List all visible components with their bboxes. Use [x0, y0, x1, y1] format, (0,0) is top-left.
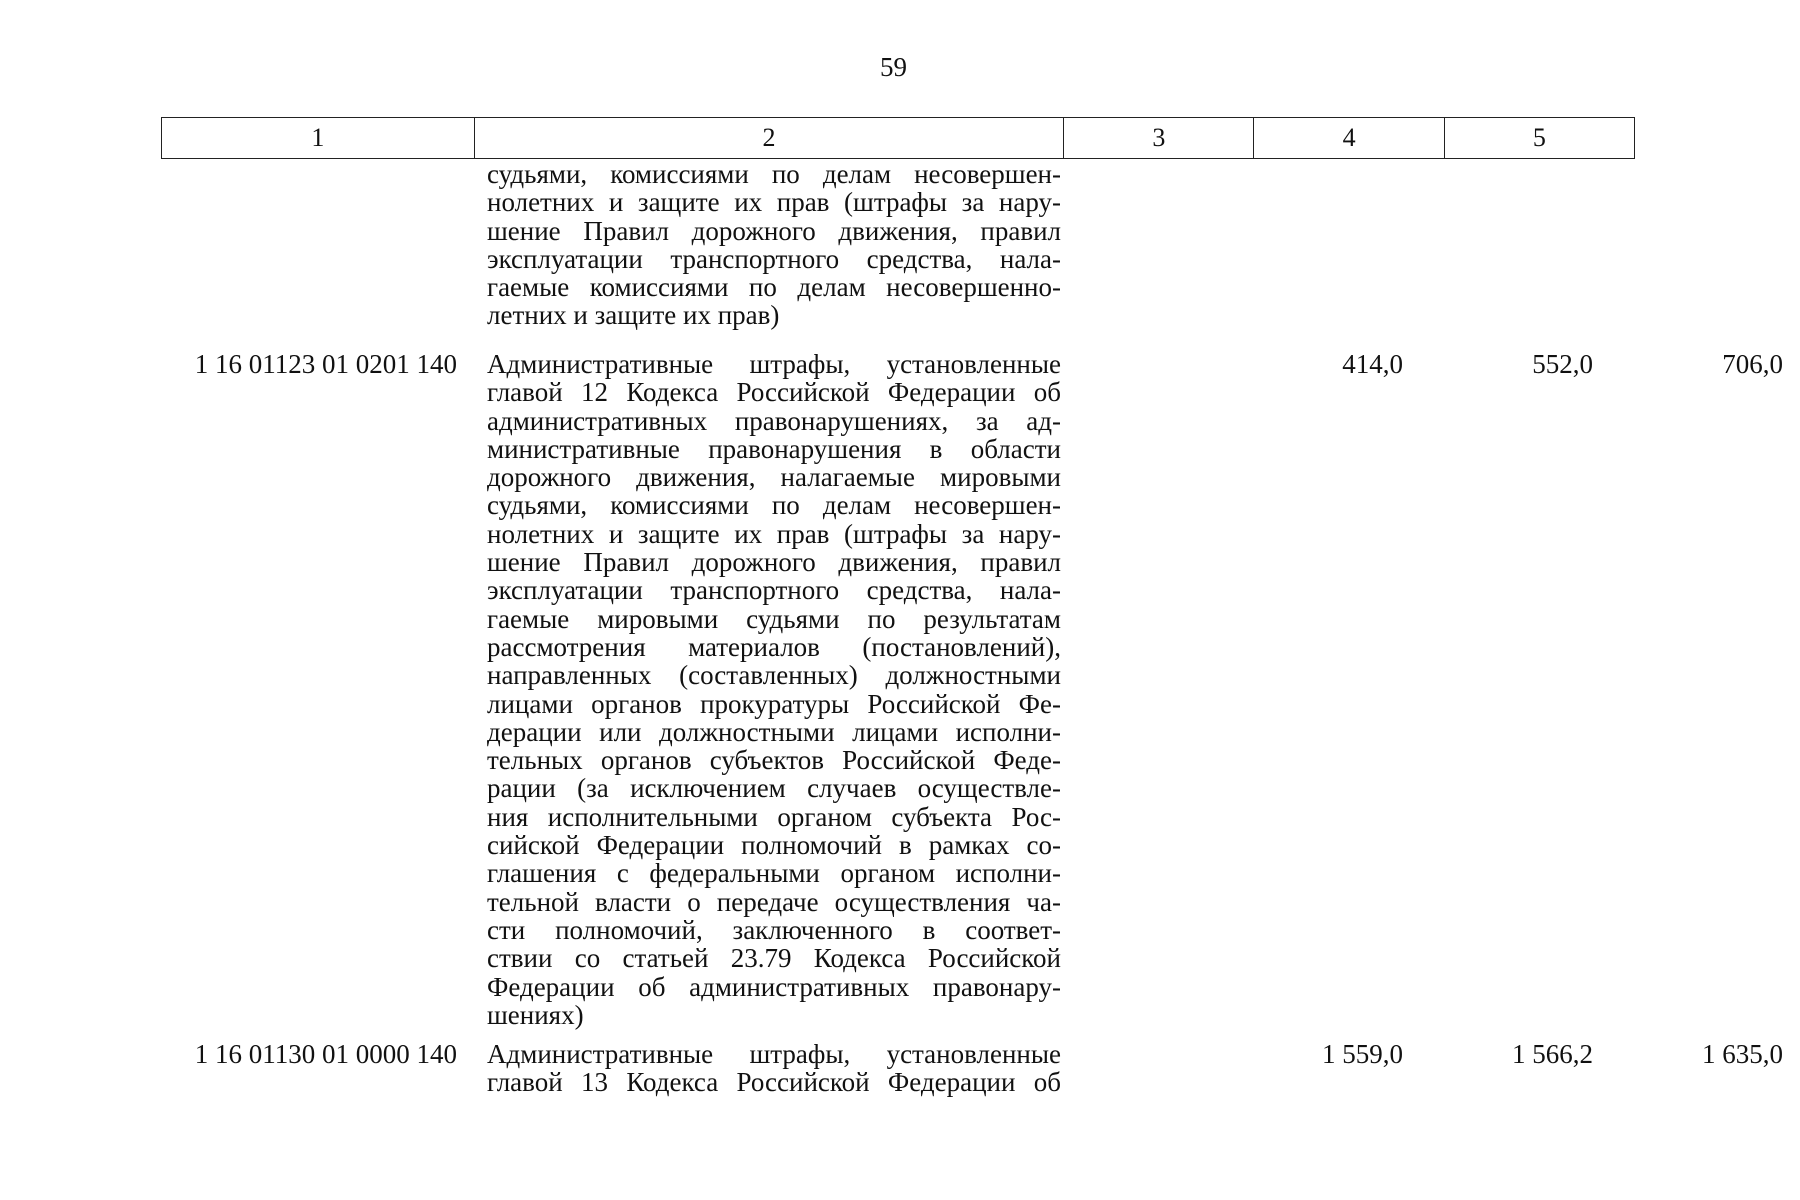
description-line: дорожного движения, налагаемые мировыми [487, 462, 1061, 493]
description-line: главой 13 Кодекса Российской Федерации об [487, 1067, 1061, 1098]
table-header [161, 117, 1635, 159]
row-description [487, 350, 1061, 1029]
description-line: судьями, комиссиями по делам несовершен- [487, 159, 1061, 189]
value-col5: 1 635,0 [1702, 1039, 1783, 1069]
header-cell-3: 3 [1064, 118, 1254, 159]
description-line: судьями, комиссиями по делам несовершен- [487, 490, 1061, 521]
header-cell-5: 5 [1444, 118, 1634, 159]
description-line: сийской Федерации полномочий в рамках со- [487, 830, 1061, 861]
description-line: сти полномочий, заключенного в соответ- [487, 914, 1061, 945]
value-col4: 1 566,2 [1512, 1039, 1593, 1069]
description-line: летних и защите их прав) [487, 300, 780, 331]
value-col4: 552,0 [1532, 349, 1593, 379]
description-line: дерации или должностными лицами исполни- [487, 716, 1061, 747]
description-line: нолетних и защите их прав (штрафы за нару- [487, 187, 1061, 218]
row-description [487, 1040, 1061, 1097]
description-line: гаемые комиссиями по делам несовершенно- [487, 272, 1061, 303]
description-line: глашения с федеральными органом исполни- [487, 858, 1061, 889]
header-cell-1: 1 [162, 118, 475, 159]
description-line: министративные правонарушения в области [487, 433, 1061, 464]
description-line: тельной власти о передаче осуществления ча- [487, 886, 1061, 917]
header-cell-2: 2 [474, 118, 1064, 159]
value-col3: 1 559,0 [1322, 1039, 1403, 1069]
budget-code: 1 16 01123 01 0201 140 [194, 349, 457, 379]
table-header-row [162, 118, 1635, 159]
description-line: шение Правил дорожного движения, правил [487, 547, 1061, 578]
page-number-text: 59 [880, 52, 907, 82]
description-line: шение Правил дорожного движения, правил [487, 215, 1061, 246]
description-line: лицами органов прокуратуры Российской Фе- [487, 688, 1061, 719]
description-line: ствии со статьей 23.79 Кодекса Российской [487, 943, 1061, 974]
header-cell-4: 4 [1254, 118, 1444, 159]
value-col3: 414,0 [1342, 349, 1403, 379]
description-line: административных правонарушениях, за ад- [487, 405, 1061, 436]
description-line: гаемые мировыми судьями по результатам [487, 603, 1061, 634]
description-line: эксплуатации транспортного средства, нала- [487, 243, 1061, 274]
description-line: ния исполнительными органом субъекта Рос- [487, 801, 1061, 832]
description-line: шениях) [487, 999, 584, 1030]
description-line: Административные штрафы, установленные [487, 349, 1061, 379]
continuation-description [487, 160, 1061, 330]
description-line: Административные штрафы, установленные [487, 1039, 1061, 1069]
description-line: направленных (составленных) должностными [487, 660, 1061, 691]
value-col5: 706,0 [1722, 349, 1783, 379]
budget-code: 1 16 01130 01 0000 140 [194, 1039, 457, 1069]
description-line: эксплуатации транспортного средства, нала- [487, 575, 1061, 606]
description-line: тельных органов субъектов Российской Феде- [487, 745, 1061, 776]
description-line: рассмотрения материалов (постановлений), [487, 631, 1061, 662]
description-line: рации (за исключением случаев осуществле- [487, 773, 1061, 804]
description-line: главой 12 Кодекса Российской Федерации об [487, 377, 1061, 408]
description-line: Федерации об административных правонару- [487, 971, 1061, 1002]
description-line: нолетних и защите их прав (штрафы за нару- [487, 518, 1061, 549]
